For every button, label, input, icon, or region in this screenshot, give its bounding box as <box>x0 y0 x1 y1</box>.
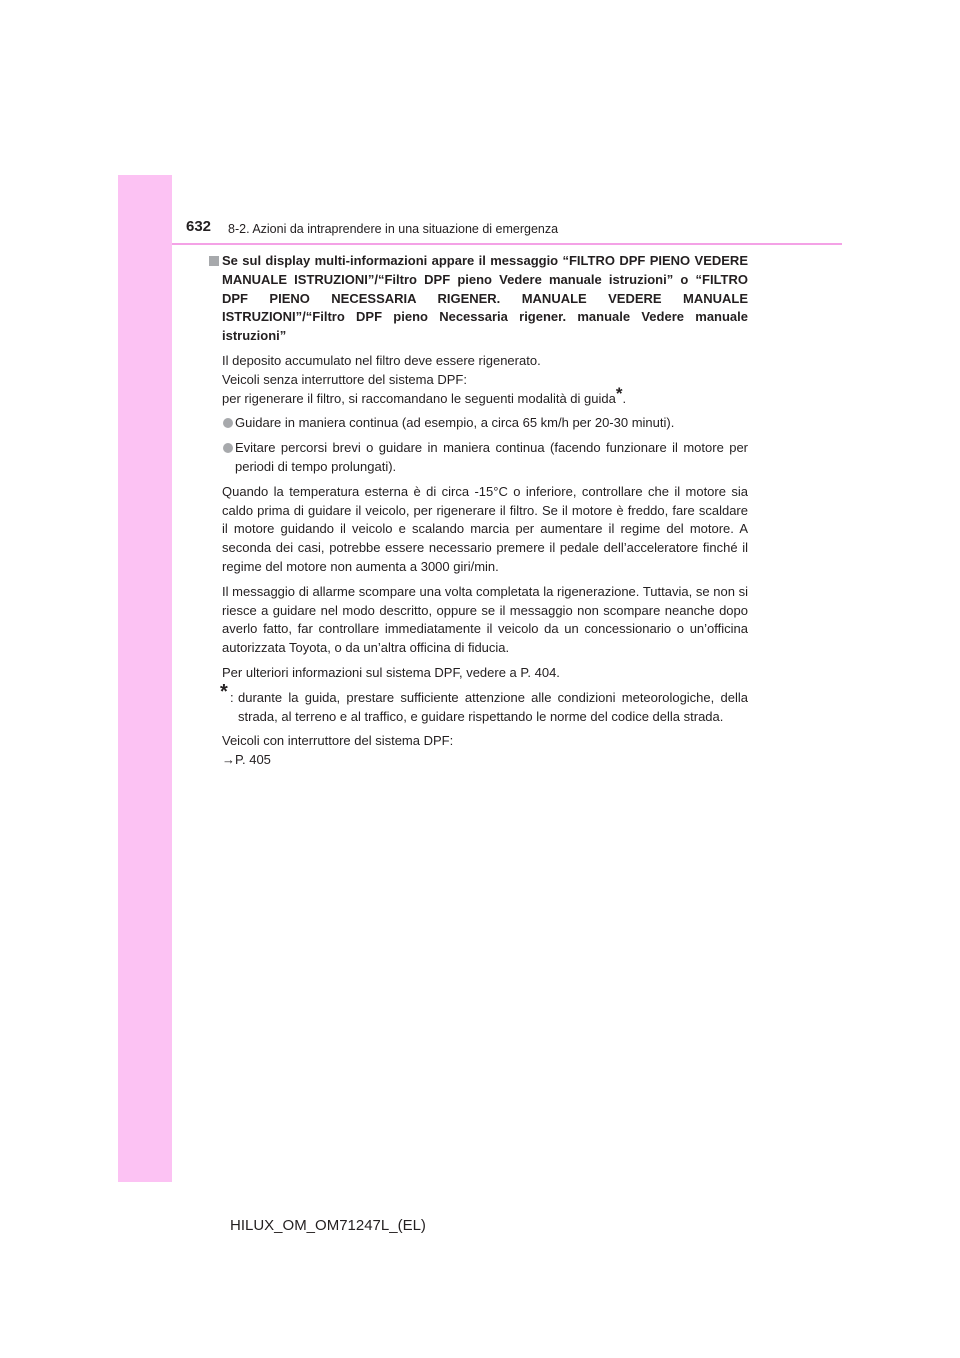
recommend-period: . <box>622 390 627 406</box>
circle-bullet-icon <box>223 443 233 453</box>
pink-side-tab <box>118 175 172 1182</box>
section-title: 8-2. Azioni da intraprendere in una situazione di emergenza <box>228 222 559 236</box>
square-bullet-icon <box>209 256 219 266</box>
deposit-line: Il deposito accumulato nel filtro deve essere rigenerato. <box>222 352 541 368</box>
page-reference: →P. 405 <box>222 752 271 768</box>
recommend-line <box>206 383 748 409</box>
bullet-item <box>206 439 748 477</box>
no-switch-line: Veicoli senza interruttore del sistema DPF: <box>222 371 467 387</box>
section-heading <box>206 252 748 346</box>
footnote-text: durante la guida, prestare sufficiente attenzione alle condizioni meteorologiche, della strada, al terreno e al traffico, e guidare rispettando le norme del codice della strada. <box>238 689 748 724</box>
bullet-text: Evitare percorsi brevi o guidare in maniera continua (facendo funzionare il motore per periodi di tempo prolungati). <box>235 440 748 474</box>
alarm-paragraph: Il messaggio di allarme scompare una volta completata la rigenerazione. Tuttavia, se non si riesce a guidare nel modo descritto, oppure se il messaggio non scompare neanche dopo averlo fatto, far controllare immediatamente il veicolo da un concessionario o un’officina autorizzata Toyota, o da un’altra officina di fiducia. <box>222 583 748 656</box>
footnote-colon: : <box>230 689 234 705</box>
heading-text: Se sul display multi-informazioni appare il messaggio “FILTRO DPF PIENO VEDERE MANUALE ISTRUZIONI”/“Filtro DPF pieno Vedere manuale istruzioni” o “FILTRO DPF PIENO NECESSARIA RIGENER. MANUALE VEDERE MANUALE ISTRUZIONI”/“Filtro DPF pieno Necessaria rigener. manuale Vedere manuale istruzioni” <box>222 253 748 344</box>
bullet-text: Guidare in maniera continua (ad esempio, a circa 65 km/h per 20-30 minuti). <box>235 415 675 431</box>
more-info-paragraph: Per ulteriori informazioni sul sistema DPF, vedere a P. 404. <box>222 664 560 680</box>
document-code: HILUX_OM_OM71247L_(EL) <box>230 1217 426 1234</box>
bullet-item <box>206 414 748 433</box>
temperature-paragraph: Quando la temperatura esterna è di circa -15°C o inferiore, controllare che il motore sia caldo prima di guidare il veicolo, per rigenerare il filtro. Se il motore è freddo, fare scaldare il motore guidando il veicolo e scalando marcia per aumentare il regime del motore. A seconda dei casi, potrebbe essere necessario premere il pedale dell’acceleratore finché il regime del motore non aumenta a 3000 giri/min. <box>222 483 748 574</box>
with-switch-line: Veicoli con interruttore del sistema DPF: <box>222 733 454 749</box>
main-content <box>206 252 748 770</box>
page-number: 632 <box>186 218 212 235</box>
header-rule <box>172 243 842 245</box>
footnote-asterisk: * <box>615 383 623 403</box>
recommend-text: per rigenerare il filtro, si raccomandano le seguenti modalità di guida <box>222 390 616 406</box>
footnote-mark: * <box>220 680 228 703</box>
footnote <box>206 680 748 727</box>
circle-bullet-icon <box>223 418 233 428</box>
